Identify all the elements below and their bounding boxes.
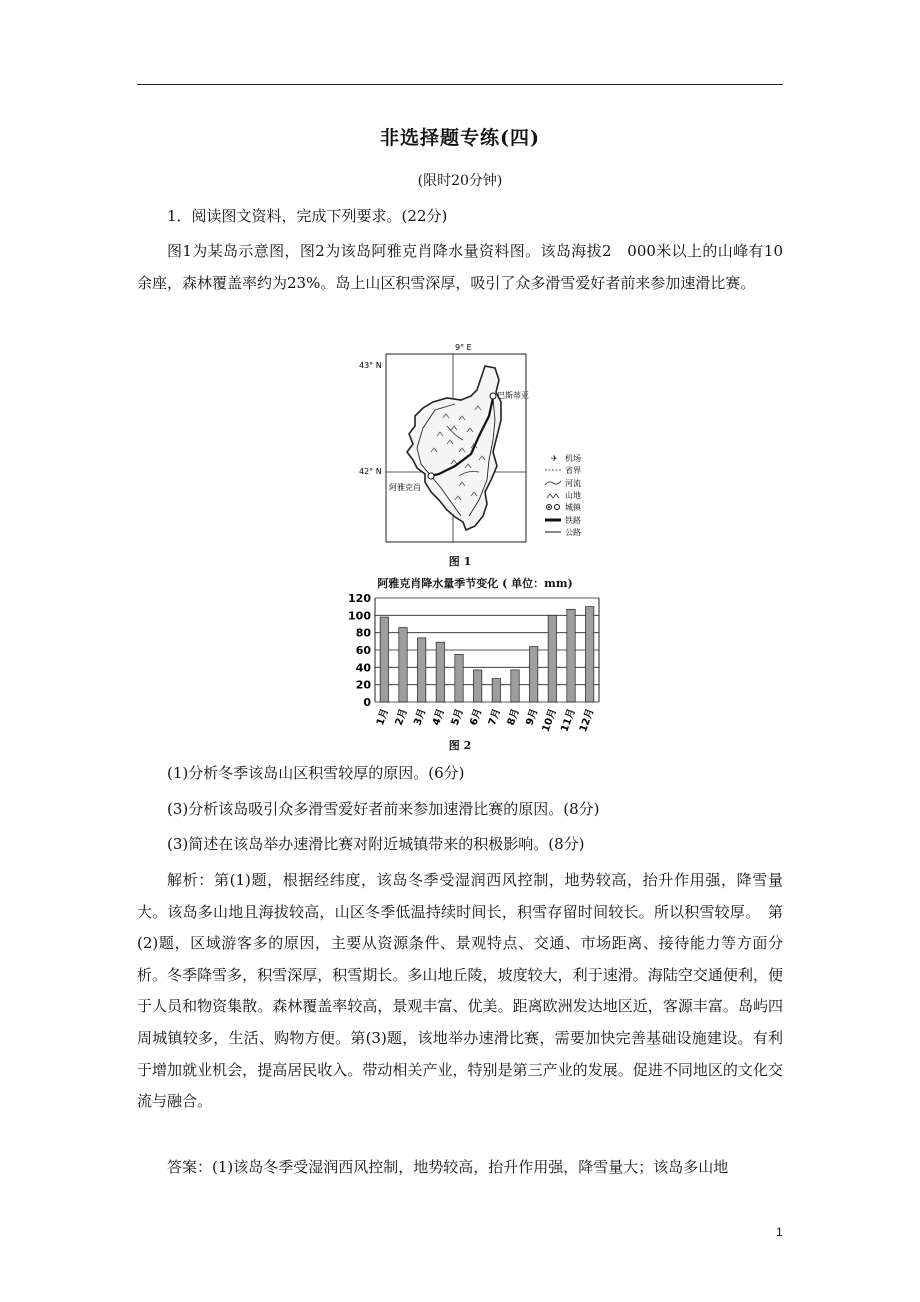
longitude-label: 9° E bbox=[455, 343, 472, 352]
bar-12 bbox=[585, 607, 593, 702]
bar-5 bbox=[455, 654, 463, 702]
chart-title: 阿雅克肖降水量季节变化 ( 单位：mm) bbox=[377, 577, 573, 590]
ytick-label-20: 20 bbox=[355, 678, 371, 692]
bar-6 bbox=[473, 670, 481, 702]
bar-3 bbox=[417, 638, 425, 702]
xtick-label-8: 8月 bbox=[505, 707, 522, 727]
bar-2 bbox=[399, 627, 407, 702]
xtick-label-9: 9月 bbox=[524, 707, 541, 727]
legend-border: 省界 bbox=[565, 466, 581, 475]
figure-1-caption: 图 1 bbox=[448, 555, 472, 568]
ytick-label-60: 60 bbox=[355, 644, 371, 657]
xtick-label-10: 10月 bbox=[540, 707, 560, 734]
island-map bbox=[355, 340, 605, 548]
legend-river: 河流 bbox=[565, 479, 581, 488]
bar-10 bbox=[548, 615, 556, 702]
ytick-label-80: 80 bbox=[355, 626, 371, 640]
ajaccio-town bbox=[428, 473, 434, 479]
bar-9 bbox=[529, 647, 537, 702]
bar-1 bbox=[380, 617, 388, 702]
question-intro: 1．阅读图文资料，完成下列要求。(22分) bbox=[167, 207, 448, 225]
legend-mountain: 山地 bbox=[565, 491, 581, 500]
legend-railway: 铁路 bbox=[565, 516, 581, 525]
bar-4 bbox=[436, 642, 444, 702]
time-limit: (限时20分钟) bbox=[417, 173, 503, 189]
page-title: 非选择题专练(四) bbox=[380, 127, 540, 149]
xtick-label-6: 6月 bbox=[468, 707, 485, 727]
city-south-label: 阿雅克肖 bbox=[389, 483, 421, 492]
analysis-text: 解析：第(1)题，根据经纬度，该岛冬季受湿润西风控制，地势较高，抬升作用强，降雪量大。该岛多山地且海拔较高，山区冬季低温持续时间长，积雪存留时间较长。所以积雪较厚。 第(2)题，区域游客多的原因，主要从资源条件、景观特点、交通、市场距离、接待能力等方面分析。冬季降雪多，积雪深厚，积雪期长。多山地丘陵，坡度较大，利于速滑。海陆空交通便利，便于人员和物资集散。森林覆盖率较高，景观丰富、优美。距离欧洲发达地区近，客源丰富。岛屿四周城镇较多，生活、购物方便。第(3)题，该地举办速滑比赛，需要加快完善基础设施建设。有利于增加就业机会，提高居民收入。带动相关产业，特别是第三产业的发展。促进不同地区的文化交流与融合。 bbox=[137, 871, 783, 1111]
bastia-town bbox=[490, 393, 496, 399]
legend-airport: 机场 bbox=[565, 454, 581, 463]
answer-text: 答案：(1)该岛冬季受湿润西风控制，地势较高，抬升作用强，降雪量大；该岛多山地 bbox=[167, 1158, 729, 1176]
question-material: 图1为某岛示意图，图2为该岛阿雅克肖降水量资料图。该岛海拔2 000米以上的山峰有10余座，森林覆盖率约为23%。岛上山区积雪深厚，吸引了众多滑雪爱好者前来参加速滑比赛。 bbox=[137, 242, 783, 292]
page-number: 1 bbox=[776, 1225, 783, 1239]
xtick-label-1: 1月 bbox=[375, 707, 392, 727]
ytick-label-120: 120 bbox=[348, 592, 371, 605]
map-legend bbox=[545, 453, 582, 537]
question-3: (3)简述在该岛举办速滑比赛对附近城镇带来的积极影响。(8分) bbox=[167, 835, 585, 853]
precipitation-chart bbox=[335, 590, 615, 740]
legend-town: 城镇 bbox=[565, 503, 581, 512]
question-1: (1)分析冬季该岛山区积雪较厚的原因。(6分) bbox=[167, 764, 465, 782]
xtick-label-7: 7月 bbox=[487, 707, 504, 727]
city-north-label: 巴斯蒂亚 bbox=[497, 391, 529, 400]
figure-2-caption: 图 2 bbox=[448, 739, 472, 752]
lat-mid-label: 42° N bbox=[359, 467, 382, 476]
lat-top-label: 43° N bbox=[359, 361, 382, 370]
xtick-label-5: 5月 bbox=[449, 707, 466, 727]
svg-text:✈: ✈ bbox=[551, 454, 558, 463]
bar-8 bbox=[511, 670, 519, 702]
legend-road: 公路 bbox=[565, 528, 581, 537]
xtick-label-2: 2月 bbox=[393, 707, 410, 727]
xtick-label-3: 3月 bbox=[412, 707, 429, 727]
xtick-label-12: 12月 bbox=[577, 707, 597, 734]
ytick-label-100: 100 bbox=[348, 609, 371, 623]
ytick-label-40: 40 bbox=[355, 661, 371, 675]
ytick-label-0: 0 bbox=[363, 696, 371, 709]
question-2: (3)分析该岛吸引众多滑雪爱好者前来参加速滑比赛的原因。(8分) bbox=[167, 800, 600, 818]
xtick-label-11: 11月 bbox=[559, 707, 578, 734]
bar-7 bbox=[492, 679, 500, 702]
header-rule bbox=[137, 84, 783, 85]
xtick-label-4: 4月 bbox=[431, 707, 448, 727]
bar-11 bbox=[567, 609, 575, 702]
